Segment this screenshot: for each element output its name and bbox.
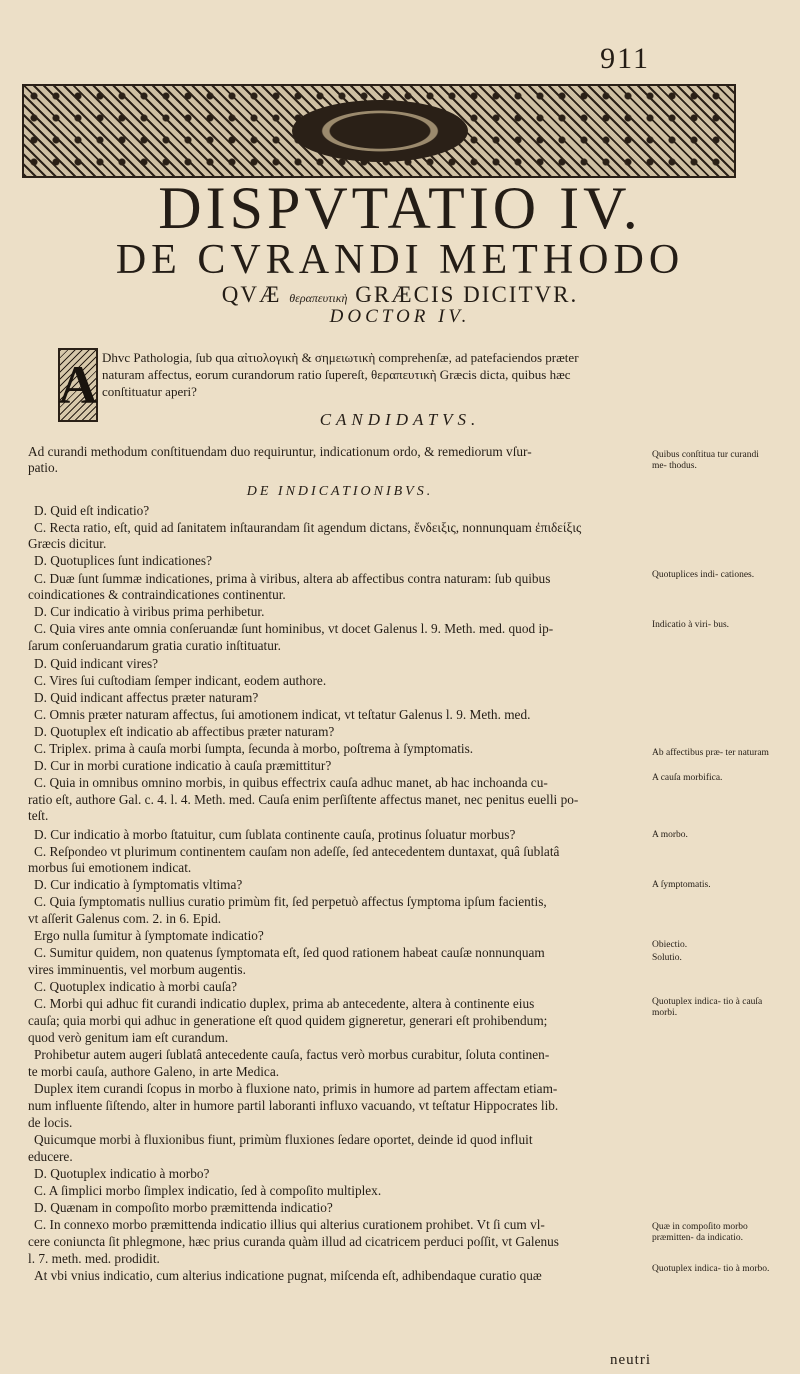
margin-note: Obiectio. — [652, 940, 688, 950]
body-line: vt aſſerit Galenus com. 2. in 6. Epid. — [28, 911, 222, 926]
decorated-initial: A — [58, 348, 98, 422]
body-line: vires imminuentis, vel morbum augentis. — [28, 962, 246, 977]
section-heading: DE INDICATIONIBVS. — [246, 484, 434, 499]
body-line: coindicationes & contraindicationes continentur. — [28, 587, 286, 602]
body-line: C. Triplex. prima à cauſa morbi ſumpta, ſecunda à morbo, poſtrema à ſymptomatis. — [34, 741, 474, 756]
body-line: Ergo nulla ſumitur à ſymptomate indicatio? — [34, 928, 264, 943]
margin-note: Indicatio à viri- bus. — [652, 620, 730, 630]
intro-line: Dhvc Pathologia, ſub qua αἰτιολογικὴ & σημειωτικὴ comprehenſæ, ad patefaciendos præter — [102, 350, 579, 365]
body-line: D. Quotuplices ſunt indicationes? — [34, 553, 212, 568]
body-line: educere. — [28, 1149, 73, 1164]
body-line: C. Quia ſymptomatis nullius curatio primùm fit, ſed perpetuò affectus ſymptoma ipſum facientis, — [34, 894, 547, 909]
body-line: patio. — [28, 460, 58, 475]
body-line: Duplex item curandi ſcopus in morbo à fluxione nato, primis in humore ad partem affectam etiam- — [34, 1081, 558, 1096]
margin-note: Quotuplex indica- tio à morbo. — [652, 1264, 770, 1274]
disputation-subtitle: DE CVRANDI METHODO — [115, 237, 685, 283]
margin-note: A ſymptomatis. — [652, 880, 711, 890]
body-line: D. Cur indicatio à viribus prima perhibetur. — [34, 604, 265, 619]
greek-term: θεραπευτικὴ — [289, 291, 348, 305]
body-line: D. Cur in morbi curatione indicatio à cauſa præmittitur? — [34, 758, 332, 773]
body-line: quod verò genitum iam eſt curandum. — [28, 1030, 229, 1045]
body-line: D. Quid indicant vires? — [34, 656, 159, 671]
body-line: C. Recta ratio, eſt, quid ad ſanitatem inſtaurandam ſit agendum dictans, ἔνδειξις, nonnunquam ἐπιδείξις — [34, 520, 582, 535]
body-line: Quicumque morbi à fluxionibus fiunt, primùm fluxiones ſedare oportet, deinde id quod influit — [34, 1132, 533, 1147]
body-line: cere coniuncta ſit phlegmone, hæc prius curanda quàm illud ad cicatricem perduci poſſit, vt Galenus — [28, 1234, 559, 1249]
body-line: C. Vires ſui cuſtodiam ſemper indicant, eodem authore. — [34, 673, 327, 688]
margin-note: Ab affectibus præ- ter naturam — [652, 748, 769, 758]
body-line: C. Reſpondeo vt plurimum continentem cauſam non adeſſe, ſed antecedentem duntaxat, quâ ſublatâ — [34, 844, 560, 859]
ornamental-headpiece — [22, 84, 736, 178]
body-line: num influente ſiſtendo, alter in humore partil laboranti influxo vacuando, vt teſtatur Hippocrates lib. — [28, 1098, 559, 1113]
body-line: D. Quotuplex indicatio à morbo? — [34, 1166, 210, 1181]
margin-note: Quotuplex indica- tio à cauſa morbi. — [652, 997, 763, 1018]
intro-line: conſtituatur aperi? — [102, 384, 197, 399]
greek-line-pre: QVÆ — [221, 282, 282, 307]
body-line: D. Quænam in compoſito morbo præmittenda indicatio? — [34, 1200, 333, 1215]
headpiece-center-ornament — [292, 100, 468, 162]
margin-note: Quotuplices indi- cationes. — [652, 570, 755, 580]
margin-note: A morbo. — [652, 830, 688, 840]
body-line: C. Quia in omnibus omnino morbis, in quibus effectrix cauſa adhuc manet, ab hac inchoanda cu- — [34, 775, 548, 790]
catchword: neutri — [610, 1352, 651, 1368]
intro-line: naturam affectus, eorum curandorum ratio ſupereſt, θεραπευτικὴ Græcis dicta, quibus hæc — [102, 367, 571, 382]
margin-note: Quæ in compoſito morbo præmitten- da indicatio. — [652, 1222, 748, 1243]
body-line: D. Quotuplex eſt indicatio ab affectibus præter naturam? — [34, 724, 335, 739]
body-line: D. Cur indicatio à morbo ſtatuitur, cum ſublata continente cauſa, protinus ſoluatur morbus? — [34, 827, 516, 842]
doctor-heading: DOCTOR IV. — [329, 306, 471, 327]
body-line: C. Quia vires ante omnia conſeruandæ ſunt hominibus, vt docet Galenus l. 9. Meth. med. quod ip- — [34, 621, 554, 636]
margin-note: A cauſa morbifica. — [652, 773, 723, 783]
page-number: 911 — [600, 42, 650, 75]
margin-note: Solutio. — [652, 953, 682, 963]
body-line: Ad curandi methodum conſtituendam duo requiruntur, indicationum ordo, & remediorum vſur- — [28, 444, 532, 459]
greek-line-post: GRÆCIS DICITVR. — [355, 282, 579, 307]
body-line: ſarum conſeruandarum gratia curatio inſtituatur. — [28, 638, 281, 653]
disputation-title: DISPVTATIO IV. — [158, 175, 642, 241]
body-line: ratio eſt, authore Gal. c. 4. l. 4. Meth. med. Cauſa enim perſiſtente affectus manet, nec penitus euelli po- — [28, 792, 579, 807]
body-line: C. Morbi qui adhuc fit curandi indicatio duplex, prima ab antecedente, altera à continente eius — [34, 996, 535, 1011]
body-line: cauſa; quia morbi qui adhuc in generatione eſt quod quidem gigneretur, generari eſt prohibendum; — [28, 1013, 548, 1028]
body-line: C. A ſimplici morbo ſimplex indicatio, ſed à compoſito multiplex. — [34, 1183, 382, 1198]
margin-note: Quibus conſtitua tur curandi me- thodus. — [652, 450, 759, 471]
body-line: D. Quid indicant affectus præter naturam? — [34, 690, 259, 705]
body-line: l. 7. meth. med. prodidit. — [28, 1251, 160, 1266]
body-line: C. Sumitur quidem, non quatenus ſymptomata eſt, ſed quod rationem habeat cauſæ nonnunquam — [34, 945, 545, 960]
body-line: Græcis dicitur. — [28, 536, 107, 551]
intro-paragraph — [102, 349, 642, 400]
body-line: C. Omnis præter naturam affectus, ſui amotionem indicat, vt teſtatur Galenus l. 9. Meth. med. — [34, 707, 531, 722]
body-line: D. Cur indicatio à ſymptomatis vltima? — [34, 877, 243, 892]
body-line: teſt. — [28, 808, 49, 823]
candidatus-heading: CANDIDATVS. — [319, 410, 481, 429]
body-line: Prohibetur autem augeri ſublatâ antecedente cauſa, factus verò morbus curabitur, ſoluta continen- — [34, 1047, 550, 1062]
body-line: At vbi vnius indicatio, cum alterius indicatione pugnat, miſcenda eſt, adhibendaque curatio quæ — [34, 1268, 542, 1283]
body-line: C. Quotuplex indicatio à morbi cauſa? — [34, 979, 238, 994]
body-line: de locis. — [28, 1115, 73, 1130]
body-line: te morbi cauſa, authore Galeno, in arte Medica. — [28, 1064, 280, 1079]
body-line: C. In connexo morbo præmittenda indicatio illius qui alterius curationem prohibet. Vt ſi cum vl- — [34, 1217, 545, 1232]
body-line: morbus ſui emotionem indicat. — [28, 860, 192, 875]
body-line: C. Duæ ſunt ſummæ indicationes, prima à viribus, altera ab affectibus contra naturam: ſub quibus — [34, 571, 551, 586]
body-line: D. Quid eſt indicatio? — [34, 503, 150, 518]
